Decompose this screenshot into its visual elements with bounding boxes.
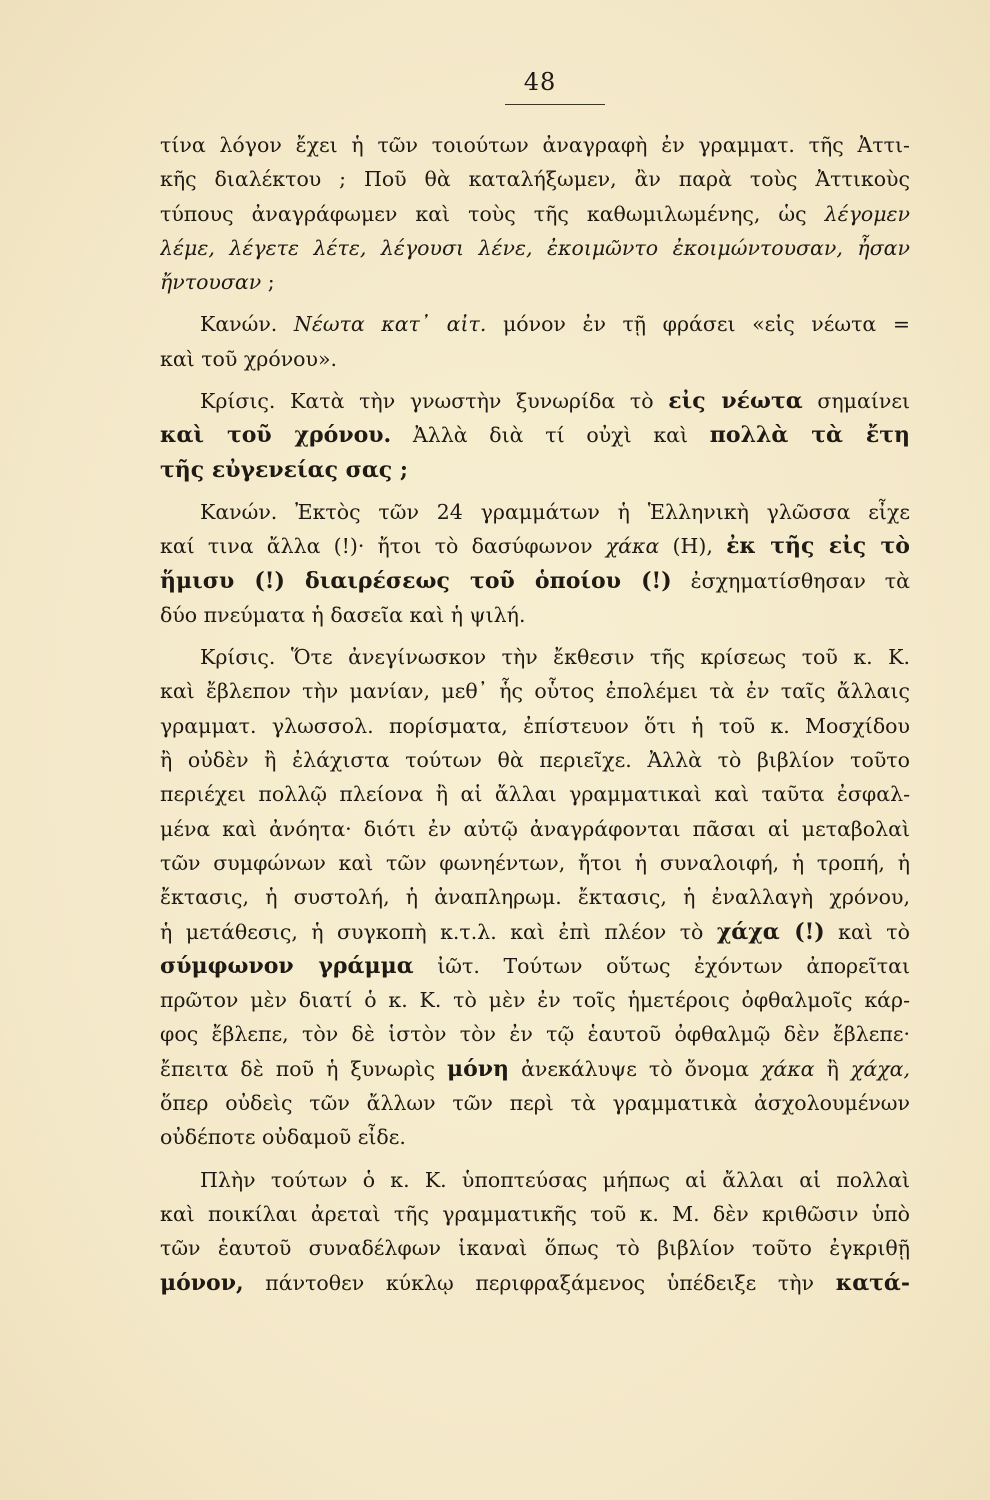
text-segment: ἔκτασις, ἡ συστολή, ἡ ἀναπληρωμ. ἔκτασις, ἡ ἐναλλαγὴ χρόνου, — [160, 885, 910, 910]
text-line — [160, 1120, 910, 1154]
text-segment: χάκα — [605, 534, 660, 559]
text-segment: ἰῶτ. Τούτων οὕτως ἐχόντων ἀπορεῖται — [413, 953, 910, 978]
text-segment: λέγομεν — [824, 201, 910, 226]
text-line — [160, 812, 910, 846]
text-segment: τῶν συμφώνων καὶ τῶν φωνηέντων, ἤτοι ἡ συναλοιφή, ἡ τροπή, ἡ — [160, 850, 910, 875]
text-segment: ἡ μετάθεσις, ἡ συγκοπὴ κ.τ.λ. καὶ ἐπὶ πλέον τὸ — [160, 919, 717, 944]
text-line — [160, 1197, 910, 1231]
text-line — [160, 1086, 910, 1120]
text-line — [160, 418, 910, 452]
text-segment: μόνη — [446, 1055, 510, 1082]
text-segment: ἤντουσαν — [160, 270, 262, 295]
text-segment: καὶ τὸ — [824, 919, 910, 944]
text-line — [160, 640, 910, 674]
text-segment: τῆς εὐγενείας σας ; — [160, 456, 408, 483]
text-line — [160, 674, 910, 708]
text-segment: πάντοθεν κύκλῳ περιφραξάμενος ὑπέδειξε τὴν — [243, 1270, 836, 1295]
text-segment: λέμε, λέγετε λέτε, λέγουσι λένε, ἐκοιμῶντο ἐκοιμώντουσαν, ἦσαν — [160, 235, 910, 260]
text-segment: εἰς νέωτα — [668, 388, 803, 415]
text-segment: τύπους ἀναγράφωμεν καὶ τοὺς τῆς καθωμιλωμένης, ὡς — [160, 201, 825, 226]
text-segment: Κρίσις. Κατὰ τὴν γνωστὴν ξυνωρίδα τὸ — [200, 389, 669, 414]
body-text — [160, 128, 910, 1300]
text-segment: ἐκ τῆς εἰς τὸ — [726, 533, 910, 560]
text-segment: κῆς διαλέκτου ; Ποῦ θὰ καταλήξωμεν, ἂν παρὰ τοὺς Ἀττικοὺς — [160, 167, 910, 192]
text-segment: Κανών. Ἐκτὸς τῶν 24 γραμμάτων ἡ Ἑλληνικὴ γλῶσσα εἶχε — [200, 499, 910, 524]
text-line — [160, 162, 910, 196]
text-line — [160, 307, 910, 341]
text-segment: μόνον, — [160, 1269, 244, 1296]
text-line — [160, 231, 910, 265]
text-line — [160, 564, 910, 598]
text-line — [160, 1017, 910, 1051]
text-line — [160, 949, 910, 983]
text-segment: ἐσχηματίσθησαν τὰ — [671, 568, 910, 593]
text-line — [160, 880, 910, 914]
text-line — [160, 1231, 910, 1265]
text-segment: φος ἔβλεπε, τὸν δὲ ἱστὸν τὸν ἐν τῷ ἑαυτοῦ ὀφθαλμῷ δὲν ἔβλεπε· — [160, 1022, 910, 1047]
text-segment: καί τινα ἄλλα (!)· ἤτοι τὸ δασύφωνον — [160, 534, 606, 559]
text-line — [160, 598, 910, 632]
text-segment: Κανών. — [200, 312, 294, 337]
text-segment: ; — [261, 270, 275, 295]
text-segment: δύο πνεύματα ἡ δασεῖα καὶ ἡ ψιλή. — [160, 602, 526, 627]
page-number: 48 — [523, 68, 557, 96]
text-segment: (Η), — [659, 534, 727, 559]
text-line — [160, 846, 910, 880]
text-line — [160, 453, 910, 487]
text-segment: περιέχει πολλῷ πλείονα ἢ αἱ ἄλλαι γραμματικαὶ καὶ ταῦτα ἐσφαλ- — [160, 782, 910, 807]
text-segment: τῶν ἑαυτοῦ συναδέλφων ἱκαναὶ ὅπως τὸ βιβλίον τοῦτο ἐγκριθῇ — [160, 1236, 910, 1261]
text-line — [160, 1052, 910, 1086]
text-line — [160, 342, 910, 376]
text-segment: γραμματ. γλωσσολ. πορίσματα, ἐπίστευον ὅτι ἡ τοῦ κ. Μοσχίδου — [160, 713, 910, 738]
text-line — [160, 983, 910, 1017]
text-segment: καὶ ἔβλεπον τὴν μανίαν, μεθ᾿ ἧς οὗτος ἐπολέμει τὰ ἐν ταῖς ἄλλαις — [160, 679, 910, 704]
text-line — [160, 1266, 910, 1300]
text-line — [160, 743, 910, 777]
text-line — [160, 529, 910, 563]
text-line — [160, 1163, 910, 1197]
text-segment: κατά- — [835, 1269, 910, 1296]
text-line — [160, 384, 910, 418]
text-segment: ἢ — [814, 1056, 851, 1081]
text-segment: μόνον ἐν τῇ φράσει «εἰς νέωτα = — [486, 312, 910, 337]
text-segment: Ἀλλὰ διὰ τί οὐχὶ καὶ — [391, 423, 710, 448]
text-segment: ἥμισυ (!) διαιρέσεως τοῦ ὁποίου (!) — [160, 567, 672, 594]
text-line — [160, 915, 910, 949]
text-segment: Πλὴν τούτων ὁ κ. Κ. ὑποπτεύσας μήπως αἱ ἄλλαι αἱ πολλαὶ — [200, 1167, 910, 1192]
text-segment: χάχα, — [850, 1056, 910, 1081]
header-rule — [505, 104, 605, 105]
text-segment: μένα καὶ ἀνόητα· διότι ἐν αὐτῷ ἀναγράφονται πᾶσαι αἱ μεταβολαὶ — [160, 816, 910, 841]
text-segment: σύμφωνον γράμμα — [160, 952, 414, 979]
text-segment: σημαίνει — [802, 389, 910, 414]
text-line — [160, 709, 910, 743]
text-segment: τίνα λόγον ἔχει ἡ τῶν τοιούτων ἀναγραφὴ ἐν γραμματ. τῆς Ἀττι- — [160, 133, 910, 157]
text-segment: καὶ τοῦ χρόνου». — [160, 346, 338, 371]
text-segment: ἔπειτα δὲ ποῦ ἡ ξυνωρὶς — [160, 1056, 447, 1081]
text-line — [160, 777, 910, 811]
text-segment: καὶ ποικίλαι ἀρεταὶ τῆς γραμματικῆς τοῦ κ. Μ. δὲν κριθῶσιν ὑπὸ — [160, 1201, 910, 1226]
text-segment: πολλὰ τὰ ἔτη — [709, 422, 910, 449]
text-segment: καὶ τοῦ χρόνου. — [160, 422, 392, 449]
text-segment: ὅπερ οὐδεὶς τῶν ἄλλων τῶν περὶ τὰ γραμματικὰ ἀσχολουμένων — [160, 1091, 910, 1116]
text-segment: πρῶτον μὲν διατί ὁ κ. Κ. τὸ μὲν ἐν τοῖς ἡμετέροις ὀφθαλμοῖς κάρ- — [160, 988, 910, 1013]
text-line — [160, 197, 910, 231]
text-segment: χάκα — [760, 1056, 815, 1081]
text-segment: ἢ οὐδὲν ἢ ἐλάχιστα τούτων θὰ περιεῖχε. Ἀλλὰ τὸ βιβλίον τοῦτο — [160, 748, 910, 773]
text-segment: οὐδέποτε οὐδαμοῦ εἶδε. — [160, 1125, 406, 1150]
text-segment: Νέωτα κατ᾿ αἰτ. — [293, 312, 487, 337]
text-segment: Κρίσις. Ὅτε ἀνεγίνωσκον τὴν ἔκθεσιν τῆς κρίσεως τοῦ κ. Κ. — [200, 645, 910, 670]
text-segment: ἀνεκάλυψε τὸ ὄνομα — [509, 1056, 761, 1081]
text-segment: χάχα (!) — [716, 918, 825, 945]
text-line — [160, 495, 910, 529]
text-line — [160, 128, 910, 162]
text-line — [160, 265, 910, 299]
